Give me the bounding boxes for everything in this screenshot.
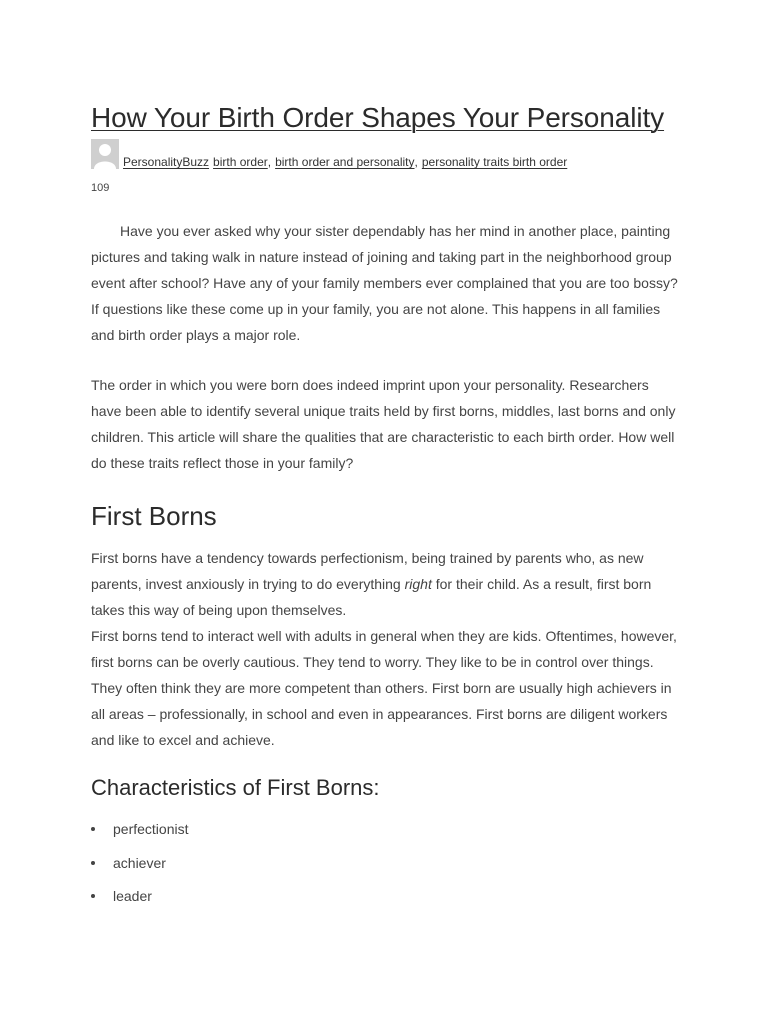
paragraph-text: First borns have a tendency towards perfectionism, being trained by parents who, as new parents, invest anxiously in trying to do everything bbox=[91, 550, 644, 592]
avatar[interactable] bbox=[91, 139, 119, 169]
tag-link[interactable]: birth order bbox=[213, 155, 268, 169]
bullet-icon bbox=[91, 827, 95, 831]
body-paragraph bbox=[91, 545, 681, 623]
author-link[interactable]: PersonalityBuzz bbox=[123, 155, 210, 169]
article-title[interactable]: How Your Birth Order Shapes Your Personality bbox=[91, 102, 665, 133]
list-item-text: leader bbox=[113, 888, 152, 904]
bullet-icon bbox=[91, 861, 95, 865]
body-paragraph: First borns tend to interact well with adults in general when they are kids. Oftentimes, however, first borns can be overly cautious. They tend to worry. They like to be in control over things. They often think they are more competent than others. First born are usually high achievers in all areas – professionally, in school and even in appearances. First borns are diligent workers and like to excel and achieve. bbox=[91, 628, 677, 748]
subsection-heading: Characteristics of First Borns: bbox=[91, 775, 380, 800]
intro-paragraph: Have you ever asked why your sister dependably has her mind in another place, painting pictures and taking walk in nature instead of joining and taking part in the neighborhood group event after school? Have any of your family members ever complained that you are too bossy? If questions like these come up in your family, you are not alone. This happens in all families and birth order plays a major role. bbox=[91, 223, 678, 343]
emphasis-text: right bbox=[404, 576, 432, 592]
section-heading: First Borns bbox=[91, 501, 217, 531]
view-count: 109 bbox=[91, 182, 110, 194]
user-placeholder-icon bbox=[91, 139, 119, 169]
tag-link[interactable]: personality traits birth order bbox=[421, 155, 568, 169]
traits-list bbox=[91, 817, 188, 918]
tag-separator: , bbox=[414, 155, 418, 169]
bullet-icon bbox=[91, 894, 95, 898]
list-item-text: perfectionist bbox=[113, 821, 189, 837]
tag-separator: , bbox=[267, 155, 272, 169]
tag-link[interactable]: birth order and personality bbox=[275, 155, 415, 169]
intro-paragraph: The order in which you were born does indeed imprint upon your personality. Researchers have been able to identify several unique traits held by first borns, middles, last borns and only children. This article will share the qualities that are characteristic to each birth order. How well do these traits reflect those in your family? bbox=[91, 377, 676, 471]
paragraph-text: for their child. As a result, first born takes this way of being upon themselves. bbox=[91, 576, 652, 618]
list-item bbox=[91, 884, 188, 918]
byline bbox=[91, 137, 567, 169]
list-item bbox=[91, 817, 188, 851]
list-item bbox=[91, 851, 188, 885]
list-item-text: achiever bbox=[113, 854, 166, 871]
